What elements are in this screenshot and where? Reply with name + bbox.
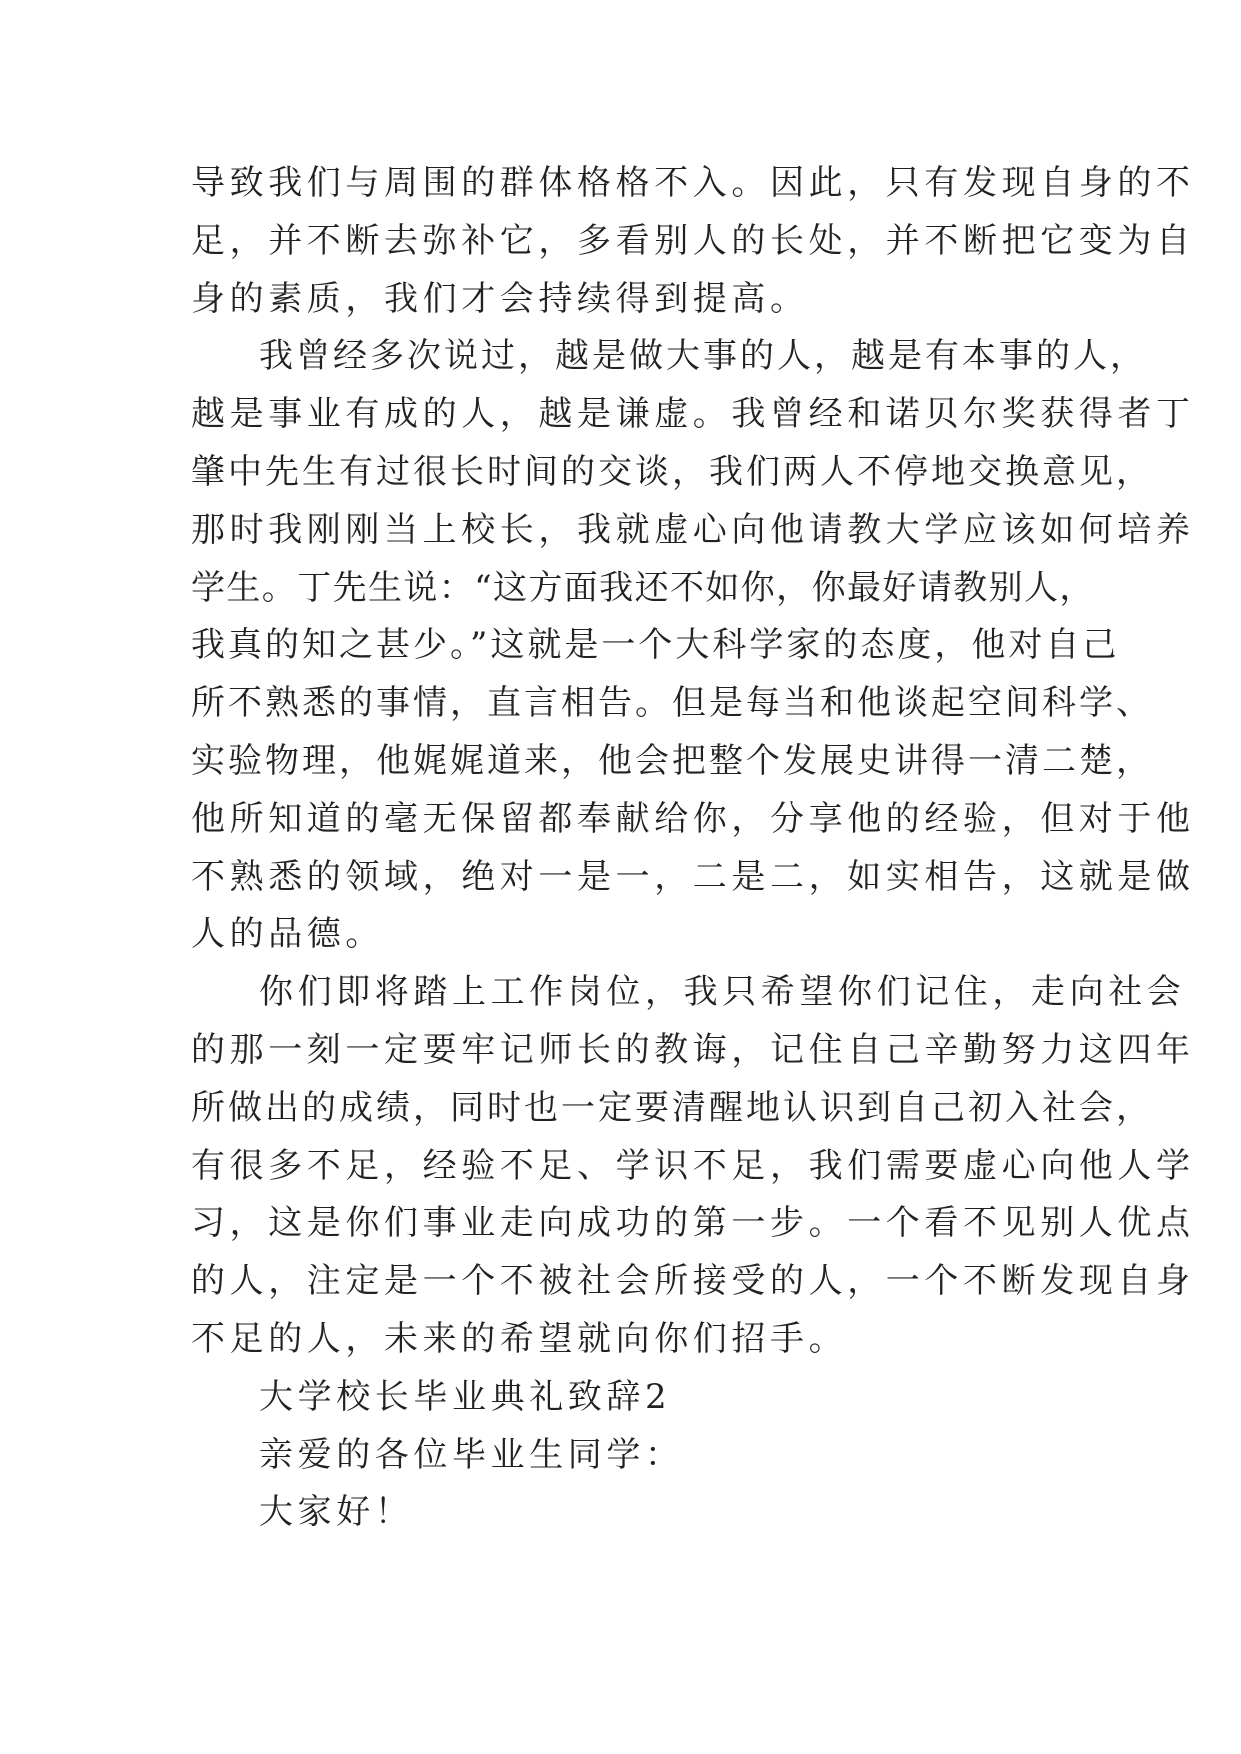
text-line: 他所知道的毫无保留都奉献给你，分享他的经验，但对于他 [191, 798, 1195, 839]
text-line: 所不熟悉的事情，直言相告。但是每当和他谈起空间科学、 [191, 683, 1153, 724]
text-line: 习，这是你们事业走向成功的第一步。一个看不见别人优点 [191, 1203, 1195, 1244]
text-line: 那时我刚刚当上校长，我就虚心向他请教大学应该如何培养 [191, 509, 1195, 550]
text-line: 越是事业有成的人，越是谦虚。我曾经和诺贝尔奖获得者丁 [191, 394, 1195, 435]
paragraph-2 [191, 328, 1195, 964]
text-line: 的人，注定是一个不被社会所接受的人，一个不断发现自身 [191, 1261, 1195, 1302]
text-line: 大家好！ [259, 1492, 414, 1533]
text-line: 不熟悉的领域，绝对一是一，二是二，如实相告，这就是做 [191, 856, 1195, 897]
text-line: 人的品德。 [191, 914, 384, 955]
text-line: 大学校长毕业典礼致辞2 [259, 1376, 672, 1417]
text-line: 我真的知之甚少。”这就是一个大科学家的态度，他对自己 [191, 625, 1120, 666]
salutation [191, 1427, 1071, 1485]
greeting [191, 1484, 1071, 1542]
text-line: 所做出的成绩，同时也一定要清醒地认识到自己初入社会， [191, 1087, 1153, 1128]
text-line: 实验物理，他娓娓道来，他会把整个发展史讲得一清二楚， [191, 740, 1153, 781]
paragraph-3 [191, 964, 1195, 1369]
text-line: 肇中先生有过很长时间的交谈，我们两人不停地交换意见， [191, 451, 1153, 492]
text-line: 亲爱的各位毕业生同学： [259, 1434, 684, 1475]
text-line: 我曾经多次说过，越是做大事的人，越是有本事的人， [259, 336, 1147, 377]
text-line: 导致我们与周围的群体格格不入。因此，只有发现自身的不 [191, 163, 1195, 203]
section-title [191, 1369, 1071, 1427]
text-line: 足，并不断去弥补它，多看别人的长处，并不断把它变为自 [191, 220, 1195, 261]
text-line: 你们即将踏上工作岗位，我只希望你们记住，走向社会 [259, 972, 1186, 1013]
text-line: 的那一刻一定要牢记师长的教诲，记住自己辛勤努力这四年 [191, 1029, 1195, 1070]
document-body [191, 155, 1195, 1542]
text-line: 身的素质，我们才会持续得到提高。 [191, 278, 809, 319]
paragraph-1 [191, 155, 1195, 328]
text-line: 不足的人，未来的希望就向你们招手。 [191, 1318, 848, 1359]
text-line: 有很多不足，经验不足、学识不足，我们需要虚心向他人学 [191, 1145, 1195, 1186]
text-line: 学生。丁先生说：“这方面我还不如你，你最好请教别人， [191, 567, 1095, 608]
